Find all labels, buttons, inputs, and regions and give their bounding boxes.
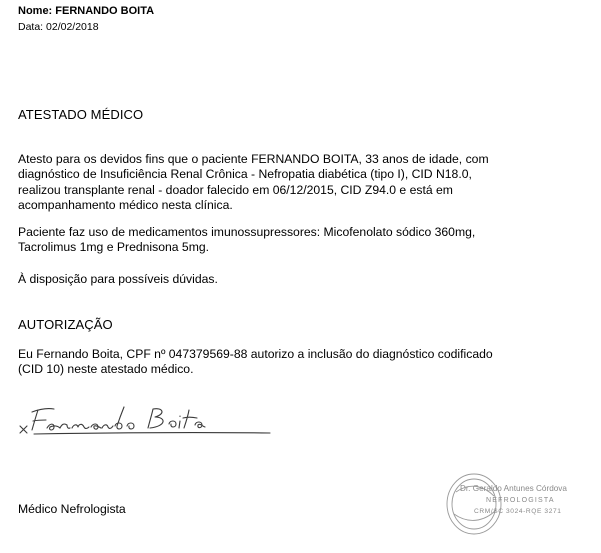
stamp-specialty: NEFROLOGISTA <box>486 497 555 504</box>
certificate-paragraph-diagnosis <box>18 152 588 214</box>
text-line: Atesto para os devidos fins que o paciente FERNANDO BOITA, 33 anos de idade, com <box>18 152 489 166</box>
certificate-paragraph-closing <box>18 272 588 287</box>
text-line: Paciente faz uso de medicamentos imunossupressores: Micofenolato sódico 360mg, <box>18 225 476 239</box>
text-line: (CID 10) neste atestado médico. <box>18 362 194 377</box>
authorization-paragraph <box>18 347 588 378</box>
text-line: À disposição para possíveis dúvidas. <box>18 272 218 286</box>
stamp-registration: CRM/SC 3024-RQE 3271 <box>474 508 562 515</box>
text-line: Tacrolimus 1mg e Prednisona 5mg. <box>18 240 210 255</box>
patient-name: Nome: FERNANDO BOITA <box>18 5 155 17</box>
doctor-specialty-label: Médico Nefrologista <box>18 502 126 516</box>
doctor-stamp <box>440 462 600 552</box>
authorization-title: AUTORIZAÇÃO <box>18 317 113 332</box>
text-line: realizou transplante renal - doador falecido em 06/12/2015, CID Z94.0 e está em <box>18 182 453 197</box>
text-line: Eu Fernando Boita, CPF nº 047379569-88 autorizo a inclusão do diagnóstico codificado <box>18 347 493 361</box>
handwritten-signature <box>14 390 274 440</box>
text-line: diagnóstico de Insuficiência Renal Crônica - Nefropatia diabética (tipo I), CID N18.0, <box>18 167 472 182</box>
document-date: Data: 02/02/2018 <box>18 21 99 33</box>
certificate-paragraph-medication <box>18 225 588 256</box>
text-line: acompanhamento médico nesta clínica. <box>18 198 233 213</box>
stamp-doctor-name: Dr. Geraldo Antunes Córdova <box>460 484 567 493</box>
certificate-title: ATESTADO MÉDICO <box>18 107 144 122</box>
